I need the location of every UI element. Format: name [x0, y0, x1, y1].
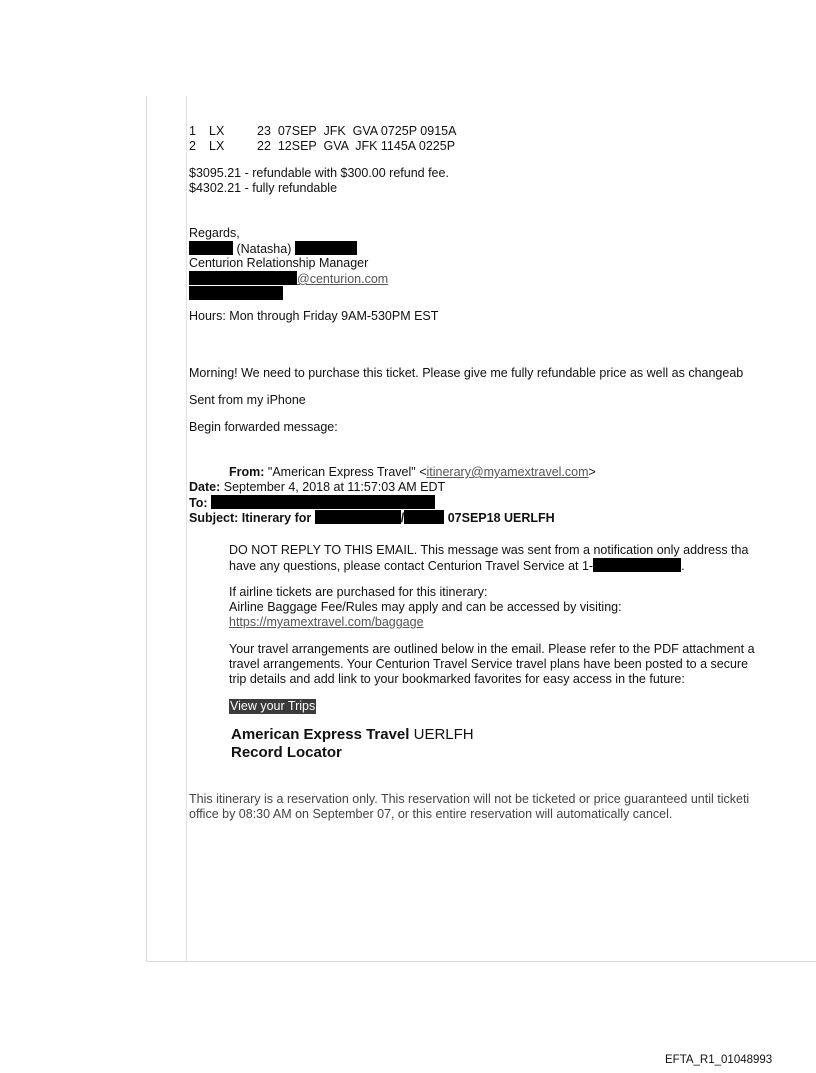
redaction-box — [189, 271, 297, 285]
signature-hours: Hours: Mon through Friday 9AM-530PM EST — [189, 309, 439, 323]
flight-details: 23 07SEP JFK GVA 0725P 0915A — [257, 124, 457, 138]
signature-email-link[interactable]: @centurion.com — [297, 272, 389, 286]
disclaimer — [189, 792, 816, 822]
fare-line: $3095.21 - refundable with $300.00 refund fee. — [189, 166, 449, 180]
from-line — [189, 465, 816, 480]
signature-nickname: (Natasha) — [236, 242, 292, 256]
subject-line — [189, 510, 816, 525]
redaction-box — [211, 495, 435, 509]
date-label: Date: — [189, 480, 221, 494]
view-trips-button[interactable]: View your Trips — [230, 699, 316, 713]
arrangements-line: trip details and add link to your bookmarked favorites for easy access in the future: — [229, 672, 685, 686]
message-body: Morning! We need to purchase this ticket. Please give me fully refundable price as well as changeab — [189, 366, 744, 380]
from-name: "American Express Travel" < — [267, 465, 427, 479]
sent-from-text: Sent from my iPhone — [189, 393, 306, 407]
notice-text: have any questions, please contact Centurion Travel Service at 1- — [229, 559, 594, 573]
from-email-link[interactable]: itinerary@myamextravel.com — [426, 465, 589, 479]
flight-row — [189, 124, 816, 139]
notice-line — [229, 558, 816, 573]
forwarded-label: Begin forwarded message: — [189, 420, 338, 434]
fare-line: $4302.21 - fully refundable — [189, 181, 338, 195]
signature-email-line — [189, 271, 816, 286]
notice-end: . — [681, 559, 685, 573]
quote-rule — [186, 96, 187, 961]
email-body — [189, 124, 816, 822]
baggage-line: If airline tickets are purchased for this itinerary: — [229, 585, 488, 599]
from-label: From: — [229, 465, 265, 479]
record-locator-value: UERLFH — [413, 726, 474, 743]
flight-number: 2 — [189, 139, 196, 153]
flight-details: 22 12SEP GVA JFK 1145A 0225P — [257, 139, 456, 153]
date-line — [189, 480, 816, 495]
record-locator-label: Record Locator — [231, 744, 342, 761]
subject-slash: / — [400, 511, 405, 525]
baggage-link[interactable]: https://myamextravel.com/baggage — [229, 615, 424, 629]
signature-title: Centurion Relationship Manager — [189, 256, 369, 270]
view-trips-line — [229, 699, 816, 714]
to-line — [189, 495, 816, 510]
signature-block — [189, 226, 816, 324]
flight-number: 1 — [189, 124, 196, 138]
notice-line: DO NOT REPLY TO THIS EMAIL. This message was sent from a notification only address tha — [229, 543, 749, 557]
brand-heading — [229, 726, 816, 744]
arrangements-line: travel arrangements. Your Centurion Travel Service travel plans have been posted to a secure — [229, 657, 749, 671]
from-close: > — [588, 465, 596, 479]
date-value: September 4, 2018 at 11:57:03 AM EDT — [220, 480, 446, 494]
baggage-line: Airline Baggage Fee/Rules may apply and can be accessed by visiting: — [229, 600, 622, 614]
to-label: To: — [189, 496, 208, 510]
baggage-link-line — [229, 615, 816, 630]
fare-list — [189, 166, 816, 196]
redaction-box — [404, 510, 444, 524]
arrangements-line: Your travel arrangements are outlined below in the email. Please refer to the PDF attachment a — [229, 642, 755, 656]
regards-text: Regards, — [189, 226, 240, 240]
disclaimer-line: This itinerary is a reservation only. This reservation will not be ticketed or price guaranteed until ticketi — [189, 792, 750, 806]
redaction-box — [189, 286, 283, 300]
flight-airline: LX — [209, 124, 225, 138]
redaction-box — [295, 241, 357, 255]
flight-row — [189, 139, 816, 154]
flight-airline: LX — [209, 139, 225, 153]
document-id: EFTA_R1_01048993 — [665, 1054, 773, 1066]
brand-name: American Express Travel — [231, 726, 410, 743]
itinerary-email — [189, 543, 816, 762]
forward-header — [189, 465, 816, 525]
redaction-box — [189, 241, 233, 255]
signature-redaction-line — [189, 286, 816, 301]
flight-list — [189, 124, 816, 154]
disclaimer-line: office by 08:30 AM on September 07, or this entire reservation will automatically cancel. — [189, 807, 673, 821]
signature-name-line — [189, 241, 816, 256]
redaction-box — [315, 510, 401, 524]
subject-label: Subject: Itinerary for — [189, 511, 312, 525]
redaction-box — [593, 558, 681, 572]
subject-tail: 07SEP18 UERLFH — [447, 511, 555, 525]
